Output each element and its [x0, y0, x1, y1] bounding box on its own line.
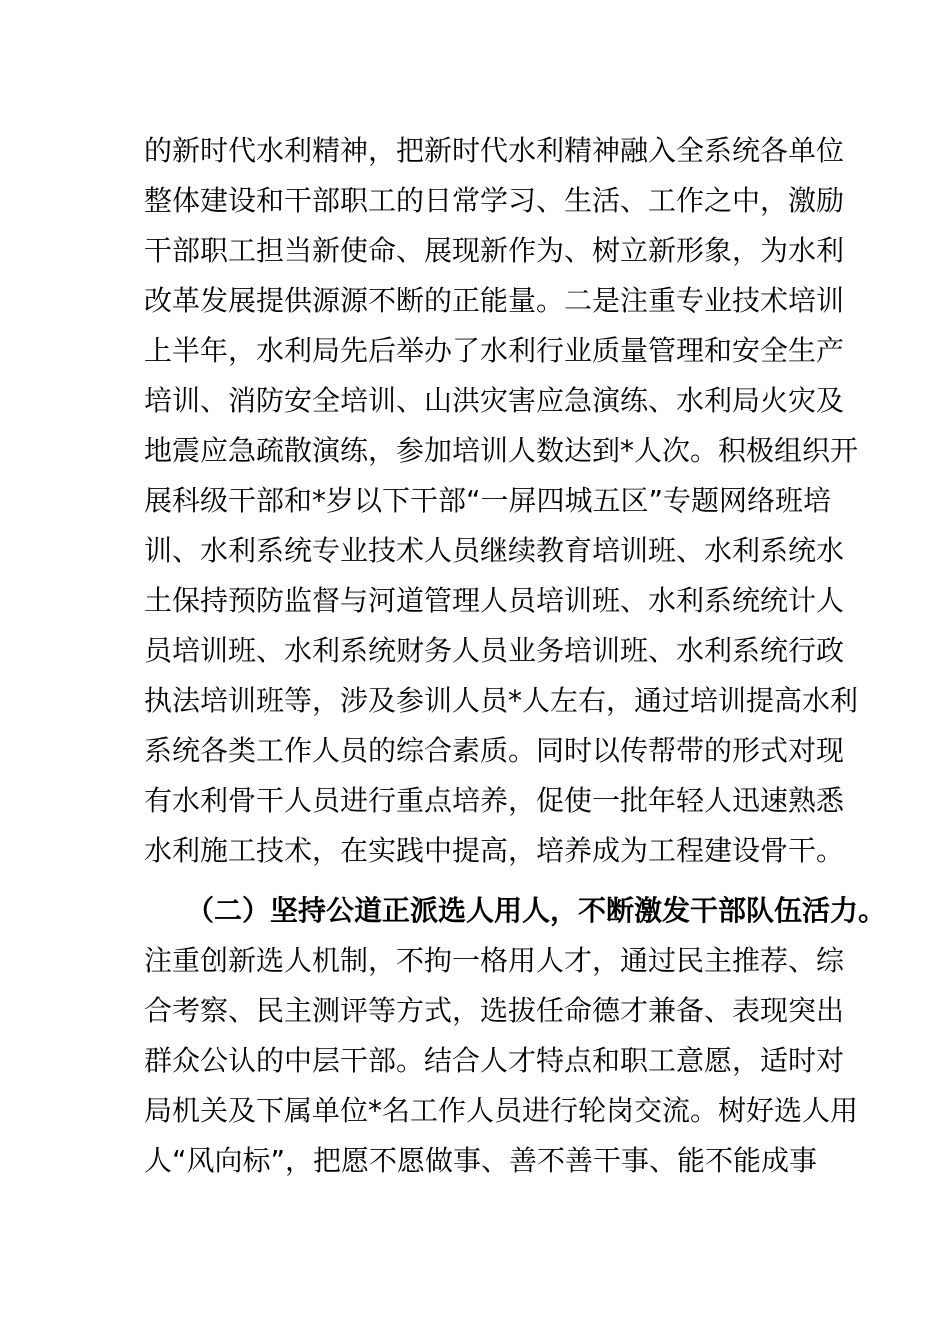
text-line: 干部职工担当新使命、展现新作为、树立新形象，为水利 [144, 234, 845, 267]
document-body [144, 126, 887, 1186]
text-line: 的新时代水利精神，把新时代水利精神融入全系统各单位 [144, 134, 845, 167]
text-line: 群众公认的中层干部。结合人才特点和职工意愿，适时对 [144, 1044, 845, 1077]
text-line: 土保持预防监督与河道管理人员培训班、水利系统统计人 [144, 584, 845, 617]
text-line: 系统各类工作人员的综合素质。同时以传帮带的形式对现 [144, 734, 845, 767]
text-line: 人“风向标”，把愿不愿做事、善不善干事、能不能成事 [144, 1144, 818, 1177]
paragraph-selection [144, 886, 887, 1186]
paragraph-training [144, 126, 859, 876]
section-heading: （二）坚持公道正派选人用人，不断激发干部队伍活力。 [186, 894, 887, 927]
text-line: 注重创新选人机制，不拘一格用人才，通过民主推荐、综 [144, 944, 845, 977]
text-line: 水利施工技术，在实践中提高，培养成为工程建设骨干。 [144, 834, 845, 867]
text-line: 合考察、民主测评等方式，选拔任命德才兼备、表现突出 [144, 994, 845, 1027]
text-line: 训、水利系统专业技术人员继续教育培训班、水利系统水 [144, 534, 845, 567]
text-line: 执法培训班等，涉及参训人员*人左右，通过培训提高水利 [144, 684, 859, 717]
text-line: 培训、消防安全培训、山洪灾害应急演练、水利局火灾及 [144, 384, 845, 417]
text-line: 局机关及下属单位*名工作人员进行轮岗交流。树好选人用 [144, 1094, 859, 1127]
paragraph-gap [144, 876, 812, 886]
text-line: 整体建设和干部职工的日常学习、生活、工作之中，激励 [144, 184, 845, 217]
text-line: 地震应急疏散演练，参加培训人数达到*人次。积极组织开 [144, 434, 859, 467]
text-line: 展科级干部和*岁以下干部“一屏四城五区”专题网络班培 [144, 484, 832, 517]
text-line: 上半年，水利局先后举办了水利行业质量管理和安全生产 [144, 334, 845, 367]
text-line: 员培训班、水利系统财务人员业务培训班、水利系统行政 [144, 634, 845, 667]
text-line: 有水利骨干人员进行重点培养，促使一批年轻人迅速熟悉 [144, 784, 845, 817]
text-line: 改革发展提供源源不断的正能量。二是注重专业技术培训 [144, 284, 845, 317]
